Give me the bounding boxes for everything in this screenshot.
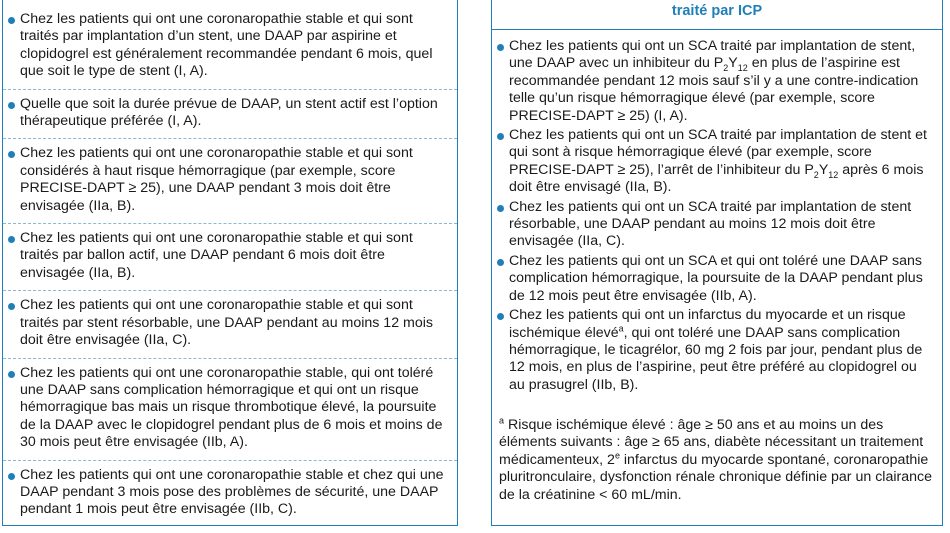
recommendation-item bbox=[492, 127, 942, 199]
bullet-icon bbox=[8, 151, 15, 158]
acs-recommendations-list bbox=[492, 38, 942, 396]
right-recommendations-panel bbox=[491, 0, 943, 526]
bullet-icon bbox=[497, 133, 504, 140]
recommendation-text: Quelle que soit la durée prévue de DAAP, un stent actif est l’option thérapeutique préférée (I, A). bbox=[20, 95, 438, 130]
bullet-icon bbox=[497, 313, 504, 320]
recommendation-item bbox=[3, 230, 457, 291]
bullet-icon bbox=[8, 17, 15, 24]
bullet-icon bbox=[497, 44, 504, 51]
recommendation-item bbox=[492, 38, 942, 127]
recommendation-item bbox=[492, 199, 942, 253]
recommendation-text: Chez les patients qui ont un SCA traité par implantation de stent et qui sont à risque hémorragique élevé (par exemple, score PRECISE-DAPT ≥ 25), l’arrêt de l’inhibiteur du $P_2Y_{12}$ après 6 mois doit être envisagé (IIa, B). bbox=[509, 127, 927, 196]
recommendation-item bbox=[3, 145, 457, 224]
recommendation-text: Chez les patients qui ont une coronaropathie stable et qui sont traités par implantation d’un stent, une DAAP par aspirine et clopidogrel est généralement recommandée pendant 6 mois, quel que soit le type de stent (I, A). bbox=[20, 11, 433, 80]
recommendation-text: Chez les patients qui ont une coronaropathie stable, qui ont toléré une DAAP sans complication hémorragique et qui ont un risque hémorragique bas mais un risque thrombotique élevé, la poursuite de la DAAP avec le clopidogrel pendant plus de 6 mois et moins de 30 mois peut être envisagée (IIb, A). bbox=[20, 364, 443, 451]
recommendation-text: Chez les patients qui ont un infarctus du myocarde et un risque ischémique élevé$^a$, qui ont toléré une DAAP sans complication hémorragique, le ticagrélor, 60 mg 2 fois par jour, pendant plus de 12 mois, en plus de l’aspirine, peut être préféré au clopidogrel ou au prasugrel (IIb, B). bbox=[509, 307, 923, 393]
stable-cad-recommendations-list bbox=[3, 11, 457, 533]
recommendation-text: Chez les patients qui ont un SCA et qui ont toléré une DAAP sans complication hémorragique, la poursuite de la DAAP pendant plus de 12 mois peut être envisagée (IIb, A). bbox=[509, 252, 923, 304]
recommendation-text: Chez les patients qui ont une coronaropathie stable et chez qui une DAAP pendant 3 mois pose des problèmes de sécurité, une DAAP pendant 1 mois peut être envisagée (IIb, C). bbox=[20, 466, 444, 518]
bullet-icon bbox=[8, 371, 15, 378]
recommendation-item bbox=[492, 307, 942, 396]
recommendation-item bbox=[3, 11, 457, 90]
recommendation-text: Chez les patients qui ont une coronaropathie stable et qui sont traités par ballon actif, une DAAP pendant 6 mois doit être envisagée (IIa, B). bbox=[20, 230, 413, 281]
recommendation-text: Chez les patients qui ont une coronaropathie stable et qui sont traités par stent résorbable, une DAAP pendant au moins 12 mois doit être envisagée (IIa, C). bbox=[20, 297, 433, 349]
recommendation-item bbox=[3, 297, 457, 358]
bullet-icon bbox=[8, 102, 15, 109]
bullet-icon bbox=[8, 473, 15, 480]
panel-header-title: traité par ICP bbox=[671, 3, 763, 19]
recommendation-item bbox=[3, 467, 457, 527]
panel-header bbox=[492, 0, 942, 30]
bullet-icon bbox=[497, 259, 504, 266]
recommendation-item bbox=[492, 253, 942, 307]
bullet-icon bbox=[8, 303, 15, 310]
recommendation-item bbox=[3, 365, 457, 461]
recommendation-text: Chez les patients qui ont un SCA traité par implantation de stent, une DAAP avec un inhibiteur du $P_2Y_{12}$ en plus de l’aspirine est recommandée pendant 12 mois sauf s’il y a une contre-indication telle qu’un risque hémorragique élevé (par exemple, score PRECISE-DAPT ≥ 25) (I, A). bbox=[509, 38, 919, 124]
bullet-icon bbox=[8, 236, 15, 243]
left-recommendations-panel bbox=[2, 0, 458, 526]
bullet-icon bbox=[497, 205, 504, 212]
recommendation-item bbox=[3, 96, 457, 140]
recommendation-text: Chez les patients qui ont un SCA traité par implantation de stent résorbable, une DAAP pendant au moins 12 mois doit être envisagée (IIa, C). bbox=[509, 198, 912, 250]
recommendation-text: Chez les patients qui ont une coronaropathie stable et qui sont considérés à haut risque hémorragique (par exemple, score PRECISE-DAPT ≥ 25), une DAAP pendant 3 mois doit être envisagée (IIa, B). bbox=[20, 145, 413, 214]
footnote: $^a$ Risque ischémique élevé : âge ≥ 50 ans et au moins un des éléments suivants : âge ≥ 65 ans, diabète nécessitant un traitement médicamenteux, 2e infarctus du myocarde spontané, coronaropathie pluritronculaire, dysfonction rénale chronique définie par un clairance de la créatinine < 60 mL/min. bbox=[499, 415, 932, 503]
